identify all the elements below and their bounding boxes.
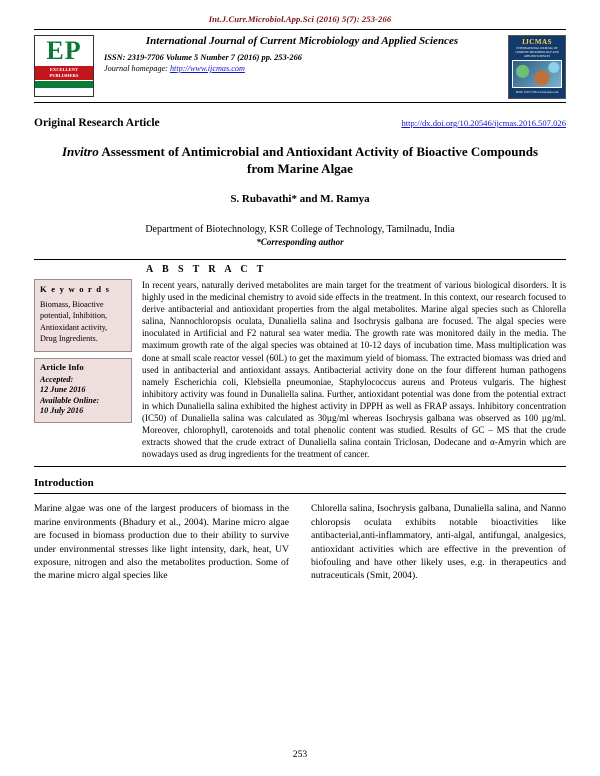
- keywords-text: Biomass, Bioactive potential, Inhibition, Antioxidant activity, Drug Ingredients.: [40, 300, 108, 344]
- journal-cover-logo: [508, 35, 566, 99]
- introduction-column-left: Marine algae was one of the largest producers of biomass in the marine environments (Bhadury et al., 2004). Marine micro algae are focused in biomass production due to their ability to survive under environmental stresses like light intensity, dark, heat, UV exposure, nitrogen and also the metabolites production. Some of the marine micro algal species like: [34, 503, 289, 582]
- introduction-heading: Introduction: [34, 477, 94, 490]
- affiliation: Department of Biotechnology, KSR College of Technology, Tamilnadu, India: [145, 224, 455, 235]
- journal-homepage-label: Journal homepage:: [104, 64, 170, 73]
- journal-homepage-link[interactable]: http://www.ijcmas.com: [169, 64, 245, 73]
- keywords-box: [34, 279, 132, 352]
- journal-cover-subtitle: INTERNATIONAL JOURNAL OF CURRENT MICROBIOLOGY AND APPLIED SCIENCES: [515, 46, 559, 58]
- article-info-box: [34, 358, 132, 423]
- keywords-title: K e y w o r d s: [40, 284, 111, 294]
- article-info-accepted-label: Accepted:: [40, 374, 74, 384]
- abstract-text: In recent years, naturally derived metabolites are main target for the treatment of various biological disorders. It is highly used in the medicinal chemistry to avoid side effects in the treatment. In this context, our research focused to derive antibacterial and antioxidant properties from the algal metabolites. Marine algal species such as Chlorella salina, Nannochloropsis oculata, Dunaliella salina and Isochrysis galbana are focused. The algal species were inoculated in Artificial and F2 natural sea water media. The growth rate was monitored daily in the media. The maximum growth rate of the algal species was obtained at 10-12 days of incubation time. Mass multiplication was done at small scale reactor vessel (60L) to get the maximum yield of biomass. The extracted biomass was dried and used in antibacterial and antioxidant assays. Antibacterial activity done on the four different human pathogens namely Escherichia coli, Klebsiella pneumoniae, Staphylococcus aureus and Proteus vulgaris. The highest inhibitory activity was found in Dunaliella salina. Further, antioxidant potential was done from the potential extract in which Dunaliella salina exhibited the highest activity in DPPH as well as FRAP assays. Inhibitory concentration (IC50) of Dunaliella salina was calculated as 30µg/ml whereas Isochrysis galbana was observed as 100 µg/ml. Moreover, chlorophyll, carotenoids and total phenolic content was studied. Results of GC – MS that the crude extracts showed that the crude extract of Dunaliella salina contain Triclosan, Dodecane and α-Amyrin which are nowadays used as drug ingredients for the treatment of cancer.: [142, 280, 566, 460]
- abstract-label: A B S T R A C T: [146, 264, 267, 275]
- journal-cover-image: [512, 60, 562, 88]
- article-info-accepted-date: 12 June 2016: [40, 385, 86, 395]
- page-title: [34, 143, 566, 177]
- article-head: [34, 117, 566, 129]
- journal-cover-acronym: IJCMAS: [522, 38, 552, 46]
- article-info-available-label: Available Online:: [40, 395, 100, 405]
- masthead-center: [94, 35, 508, 74]
- journal-issn: ISSN: 2319-7706 Volume 5 Number 7 (2016) pp. 253-266: [104, 53, 302, 62]
- publisher-logo: [34, 35, 94, 97]
- introduction-column-right: Chlorella salina, Isochrysis galbana, Dunaliella salina, and Nanno chloropsis oculata exhibits notable bioactivities like antibacterial,anti-inflammatory, anti-algal, antifungal, analgesics, antioxidant activities which are effective in the prevention of biofouling and have other likely uses, e.g. in therapeutics and nutraceuticals (Smit, 2004).: [311, 503, 566, 582]
- abstract-section: [34, 259, 566, 467]
- introduction-divider: [34, 493, 566, 494]
- article-info-title: Article Info: [40, 361, 84, 372]
- page-number: 253: [292, 749, 308, 760]
- doi-link[interactable]: http://dx.doi.org/10.20546/ijcmas.2016.507.026: [401, 118, 566, 128]
- authors: S. Rubavathi* and M. Ramya: [230, 193, 370, 205]
- corresponding-author-note: *Corresponding author: [256, 237, 344, 247]
- journal-title: International Journal of Current Microbiology and Applied Sciences: [145, 35, 459, 47]
- introduction-columns: [34, 502, 566, 582]
- running-head: Int.J.Curr.Microbiol.App.Sci (2016) 5(7): 253-266: [208, 14, 392, 24]
- journal-masthead: [34, 29, 566, 103]
- publisher-logo-bar: [35, 81, 93, 88]
- journal-cover-footer: ISSN: 2319-7706 www.ijcmas.com: [515, 90, 559, 94]
- journal-homepage: [104, 63, 500, 74]
- page-title-rest: Assessment of Antimicrobial and Antioxidant Activity of Bioactive Compounds from Marine Algae: [98, 144, 539, 176]
- publisher-logo-subtitle: EXCELLENT PUBLISHERS: [35, 66, 93, 80]
- article-type: Original Research Article: [34, 117, 160, 129]
- page-title-italic: Invitro: [61, 144, 99, 159]
- publisher-logo-mark: EP: [46, 36, 82, 65]
- abstract-body: [34, 279, 566, 460]
- sidebar-meta: [34, 279, 138, 460]
- article-info-available-date: 10 July 2016: [40, 406, 84, 416]
